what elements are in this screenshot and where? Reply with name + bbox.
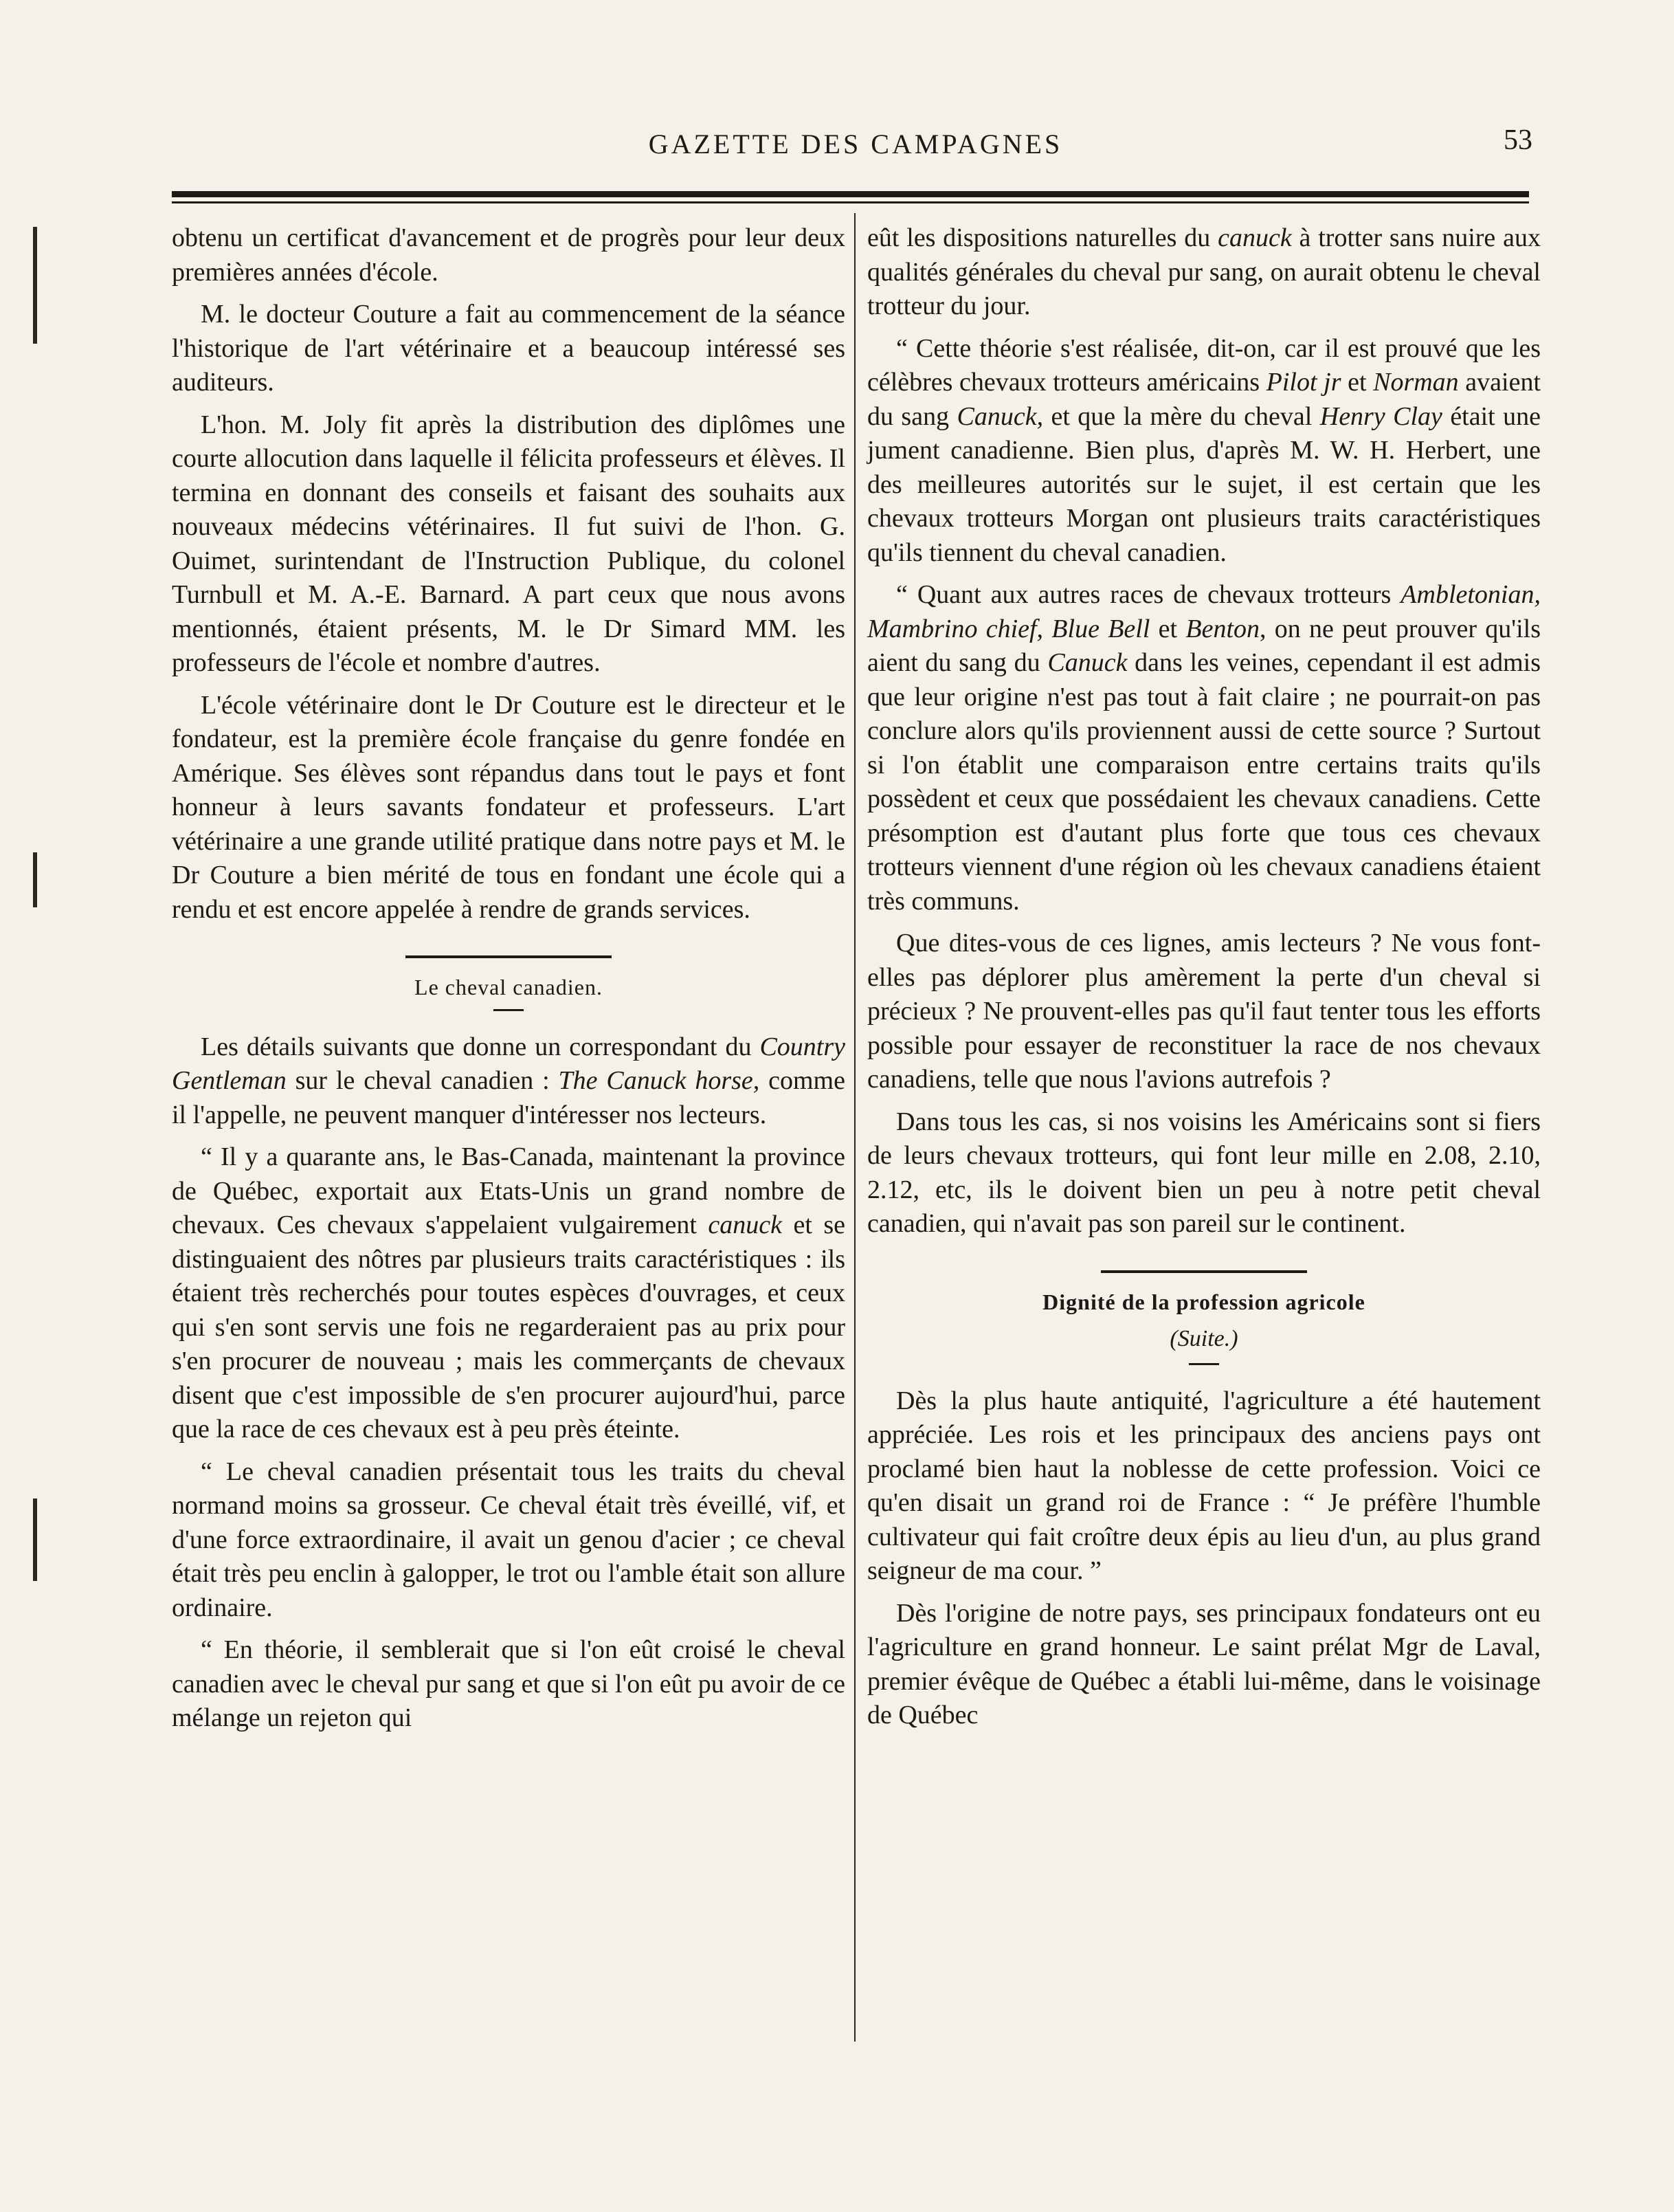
column-divider: [854, 213, 856, 2042]
paragraph: Dès la plus haute antiquité, l'agriculture a été hautement appréciée. Les rois et les principaux des anciens pays ont proclamé bien haut la noblesse de cette profession. Voici ce qu'en disait un grand roi de France : “ Je préfère l'humble cultivateur qui fait croître deux épis au lieu d'un, au plus grand seigneur de ma cour. ”: [867, 1386, 1541, 1585]
publication-title: GAZETTE DES CAMPAGNES: [648, 129, 1063, 159]
header-rule-thin: [172, 201, 1529, 203]
paragraph: “ En théorie, il semblerait que si l'on eût croisé le cheval canadien avec le cheval pur sang et que si l'on eût pu avoir de ce mélange un rejeton qui: [172, 1635, 845, 1732]
section-divider: [405, 955, 612, 958]
paragraph: “ Il y a quarante ans, le Bas-Canada, maintenant la province de Québec, exportait aux Etats-Unis un grand nombre de chevaux. Ces chevaux s'appelaient vulgairement canuck et se distinguaient des nôtres par plusieurs traits caractéristiques : ils étaient très recherchés pour toutes espèces d'ouvrages, et ceux qui s'en sont servis une fois ne regarderaient pas au prix pour s'en procurer de nouveau ; mais les commerçants de chevaux disent que c'est impossible de s'en procurer aujourd'hui, parce que la race de ces chevaux est à peu près éteinte.: [172, 1142, 846, 1444]
paragraph: eût les dispositions naturelles du canuck à trotter sans nuire aux qualités générales du cheval pur sang, on aurait obtenu le cheval trotteur du jour.: [867, 223, 1541, 320]
paragraph: obtenu un certificat d'avancement et de progrès pour leur deux premières années d'école.: [172, 223, 845, 287]
right-column: [867, 221, 1541, 1741]
paragraph: “ Le cheval canadien présentait tous les traits du cheval normand moins sa grosseur. Ce cheval était très éveillé, vif, et d'une force extraordinaire, il avait un genou d'acier ; ce cheval était très peu enclin à galopper, le trot ou l'amble était son allure ordinaire.: [172, 1457, 845, 1622]
section-heading: Le cheval canadien.: [414, 975, 603, 999]
paragraph: “ Quant aux autres races de chevaux trotteurs Ambletonian, Mambrino chief, Blue Bell et Benton, on ne peut prouver qu'ils aient du sang du Canuck dans les veines, cependant il est admis que leur origine n'est pas tout à fait claire ; ne pourrait-on pas conclure alors qu'ils proviennent aussi de cette source ? Surtout si l'on établit une comparaison entre certains traits qu'ils possèdent et ceux que possédaient les chevaux canadiens. Cette présomption est d'autant plus forte que tous ces chevaux trotteurs viennent d'une région où les chevaux canadiens étaient très communs.: [867, 580, 1541, 916]
paragraph: Dès l'origine de notre pays, ses principaux fondateurs ont eu l'agriculture en grand honneur. Le saint prélat Mgr de Laval, premier évêque de Québec a établi lui-même, dans le voisinage de Québec: [867, 1598, 1541, 1729]
paragraph: “ Cette théorie s'est réalisée, dit-on, car il est prouvé que les célèbres chevaux trotteurs américains Pilot jr et Norman avaient du sang Canuck, et que la mère du cheval Henry Clay était une jument canadienne. Bien plus, d'après M. W. H. Herbert, une des meilleures autorités sur le sujet, il est certain que les chevaux trotteurs Morgan ont plusieurs traits caractéristiques qu'ils tiennent du cheval canadien.: [867, 333, 1541, 567]
margin-scan-mark: [33, 852, 37, 907]
paragraph: Que dites-vous de ces lignes, amis lecteurs ? Ne vous font-elles pas déplorer plus amèrement la perte d'un cheval si précieux ? Ne prouvent-elles pas qu'il faut tenter tous les efforts possible pour essayer de reconstituer la race de nos chevaux canadiens, telle que nous l'avions autrefois ?: [867, 929, 1541, 1094]
paragraph: Les détails suivants que donne un correspondant du Country Gentleman sur le cheval canadien : The Canuck horse, comme il l'appelle, ne peuvent manquer d'intéresser nos lecteurs.: [172, 1032, 845, 1129]
section-heading: Dignité de la profession agricole: [1042, 1289, 1365, 1314]
left-column: [172, 221, 845, 1744]
paragraph: Dans tous les cas, si nos voisins les Américains sont si fiers de leurs chevaux trotteurs, qui font leur mille en 2.08, 2.10, 2.12, etc, ils le doivent bien un peu à notre petit cheval canadien, qui n'avait pas son pareil sur le continent.: [867, 1107, 1541, 1238]
paragraph: L'hon. M. Joly fit après la distribution des diplômes une courte allocution dans laquelle il félicita professeurs et élèves. Il termina en donnant des conseils et faisant des souhaits aux nouveaux médecins vétérinaires. Il fut suivi de l'hon. G. Ouimet, surintendant de l'Instruction Publique, du colonel Turnbull et M. A.-E. Barnard. A part ceux que nous avons mentionnés, étaient présents, M. le Dr Simard MM. les professeurs de l'école et nombre d'autres.: [172, 410, 845, 677]
page-header: [172, 124, 1539, 172]
paragraph: L'école vétérinaire dont le Dr Couture est le directeur et le fondateur, est la première école française du genre fondée en Amérique. Ses élèves sont répandus dans tout le pays et font honneur à leurs savants fondateur et professeurs. L'art vétérinaire a une grande utilité pratique dans notre pays et M. le Dr Couture a bien mérité de tous en fondant une école qui a rendu et est encore appelée à rendre de grands services.: [172, 690, 845, 924]
section-divider: [1101, 1270, 1307, 1273]
header-rule-thick: [172, 191, 1529, 197]
heading-dash: [493, 1009, 524, 1011]
margin-scan-mark: [33, 227, 37, 344]
section-subheading: (Suite.): [1170, 1326, 1238, 1351]
margin-scan-mark: [33, 1498, 37, 1581]
page-number: 53: [1504, 124, 1532, 156]
heading-dash: [1189, 1363, 1219, 1365]
paragraph: M. le docteur Couture a fait au commencement de la séance l'historique de l'art vétérinaire et a beaucoup intéressé ses auditeurs.: [172, 300, 845, 397]
